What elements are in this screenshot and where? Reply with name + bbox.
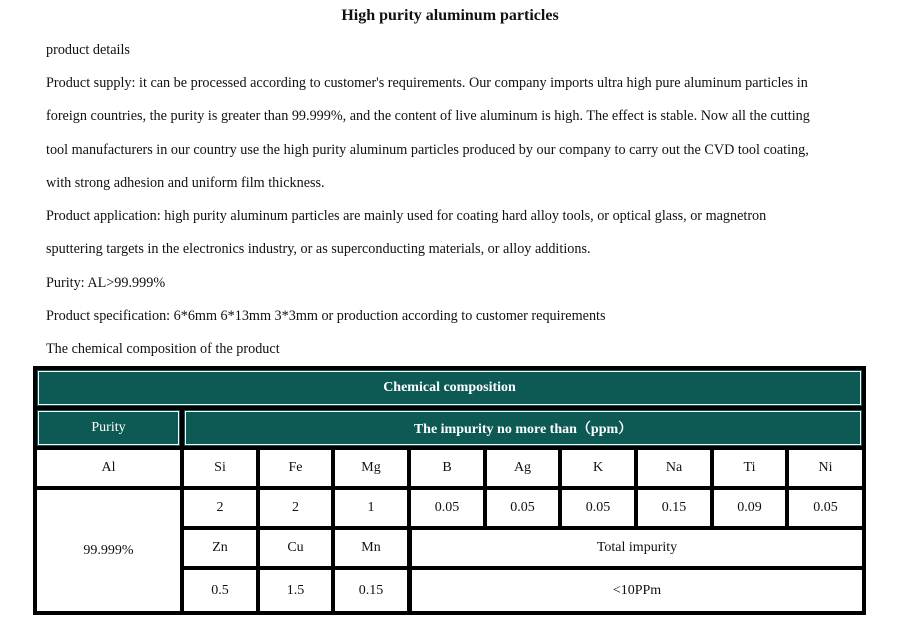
purity-header: Purity (36, 409, 181, 447)
page-title: High purity aluminum particles (341, 7, 559, 24)
purity-value-cell: 99.999% (36, 489, 181, 612)
impurity-header: The impurity no more than（ppm） (183, 409, 863, 447)
paragraph-line: foreign countries, the purity is greater than 99.999%, and the content of live aluminum is high. The effect is stable. Now all the cutting (46, 108, 810, 124)
table-caption: Chemical composition (36, 369, 863, 407)
value-cell: 0.05 (788, 489, 863, 527)
element-cell: Si (183, 449, 257, 487)
element-cell: Na (637, 449, 711, 487)
total-impurity-value: <10PPm (411, 569, 863, 612)
value-cell: 0.05 (486, 489, 559, 527)
paragraph-line: with strong adhesion and uniform film thickness. (46, 175, 325, 191)
paragraph-line: Product specification: 6*6mm 6*13mm 3*3mm or production according to customer requirements (46, 308, 606, 324)
paragraph-line: tool manufacturers in our country use the high purity aluminum particles produced by our company to carry out the CVD tool coating, (46, 142, 809, 158)
value-cell: 0.05 (561, 489, 635, 527)
element-cell: Zn (183, 529, 257, 567)
value-cell: 0.5 (183, 569, 257, 612)
value-cell: 0.09 (713, 489, 786, 527)
value-cell: 2 (183, 489, 257, 527)
paragraph-line: Product supply: it can be processed according to customer's requirements. Our company imports ultra high pure aluminum particles in (46, 75, 808, 91)
element-cell: Ni (788, 449, 863, 487)
composition-table (33, 366, 866, 615)
element-cell: Mg (334, 449, 408, 487)
value-cell: 0.15 (334, 569, 408, 612)
element-cell: B (410, 449, 484, 487)
paragraph-line: sputtering targets in the electronics industry, or as superconducting materials, or alloy additions. (46, 241, 591, 257)
element-cell: K (561, 449, 635, 487)
total-impurity-label: Total impurity (411, 529, 863, 567)
value-cell: 2 (259, 489, 332, 527)
paragraph-line: Product application: high purity aluminum particles are mainly used for coating hard alloy tools, or optical glass, or magnetron (46, 208, 767, 224)
value-cell: 1 (334, 489, 408, 527)
element-cell: Mn (334, 529, 408, 567)
value-cell: 0.15 (637, 489, 711, 527)
paragraph-line: Purity: AL>99.999% (46, 275, 166, 291)
element-cell: Ti (713, 449, 786, 487)
value-cell: 0.05 (410, 489, 484, 527)
base-element-cell: Al (36, 449, 181, 487)
element-cell: Fe (259, 449, 332, 487)
value-cell: 1.5 (259, 569, 332, 612)
paragraph-line: The chemical composition of the product (46, 341, 280, 357)
element-cell: Ag (486, 449, 559, 487)
paragraph-line: product details (46, 42, 130, 58)
element-cell: Cu (259, 529, 332, 567)
